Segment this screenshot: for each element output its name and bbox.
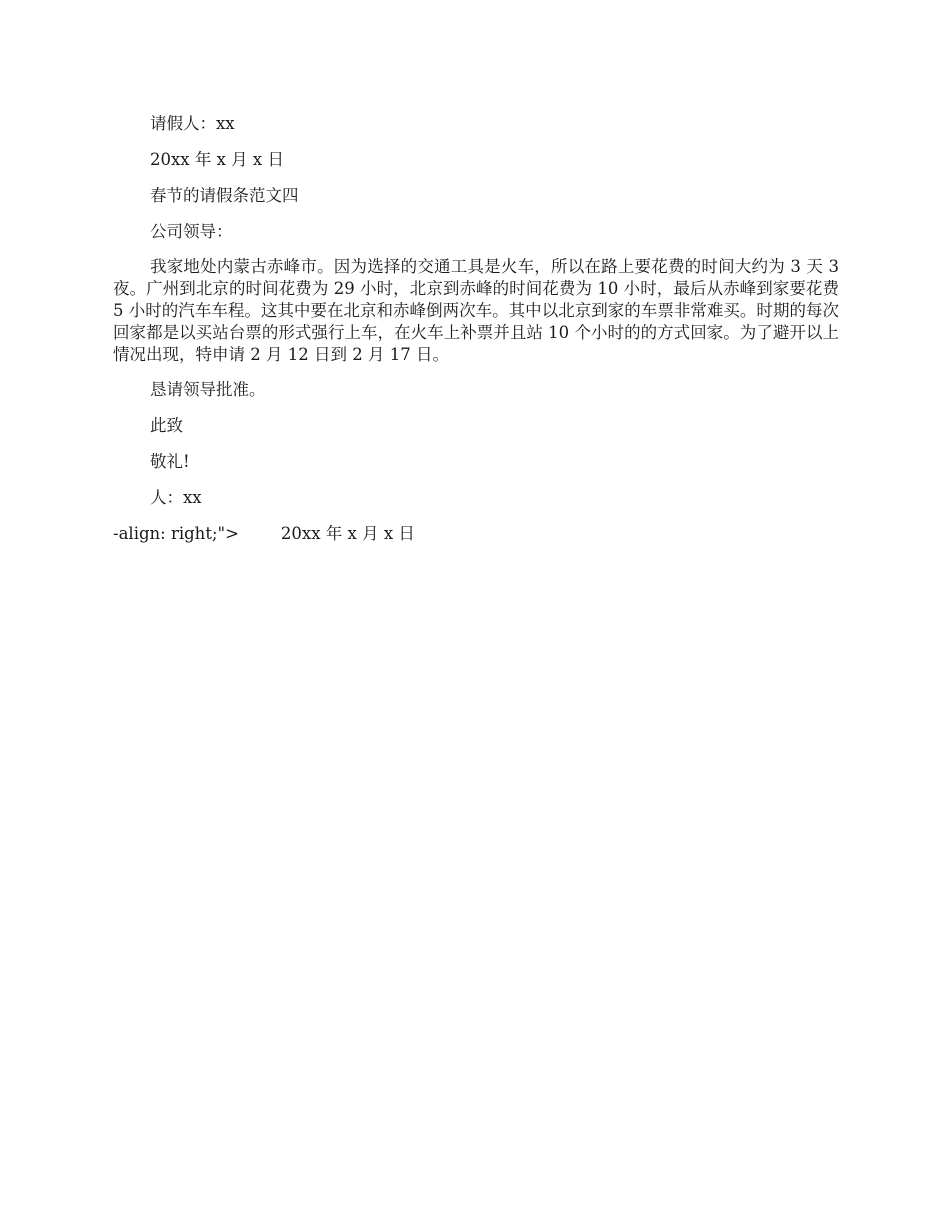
applicant-line: 请假人：xx <box>150 114 235 133</box>
request-line: 恳请领导批准。 <box>150 380 266 399</box>
leftover-markup-text: -align: right;"> <box>113 524 239 543</box>
final-date: 20xx 年 x 月 x 日 <box>280 524 415 543</box>
body-paragraph: 我家地处内蒙古赤峰市。因为选择的交通工具是火车，所以在路上要花费的时间大约为 3 天 3 夜。广州到北京的时间花费为 29 小时，北京到赤峰的时间花费为 10 小时，最后从赤峰到家要花费 5 小时的汽车车程。这其中要在北京和赤峰倒两次车。其中以北京到家的车票非常难买。时期的每次回家都是以买站台票的形式强行上车，在火车上补票并且站 10 个小时的的方式回家。为了避开以上情况出现，特申请 2 月 12 日到 2 月 17 日。 <box>113 257 839 364</box>
signature-line: 人：xx <box>150 488 202 507</box>
date-line: 20xx 年 x 月 x 日 <box>150 150 284 169</box>
salutation: 公司领导： <box>150 222 233 241</box>
document-body <box>113 112 839 546</box>
final-date-row <box>113 522 839 546</box>
closing-line: 此致 <box>150 416 183 435</box>
section-title: 春节的请假条范文四 <box>150 186 299 205</box>
regards-line: 敬礼! <box>150 452 190 471</box>
